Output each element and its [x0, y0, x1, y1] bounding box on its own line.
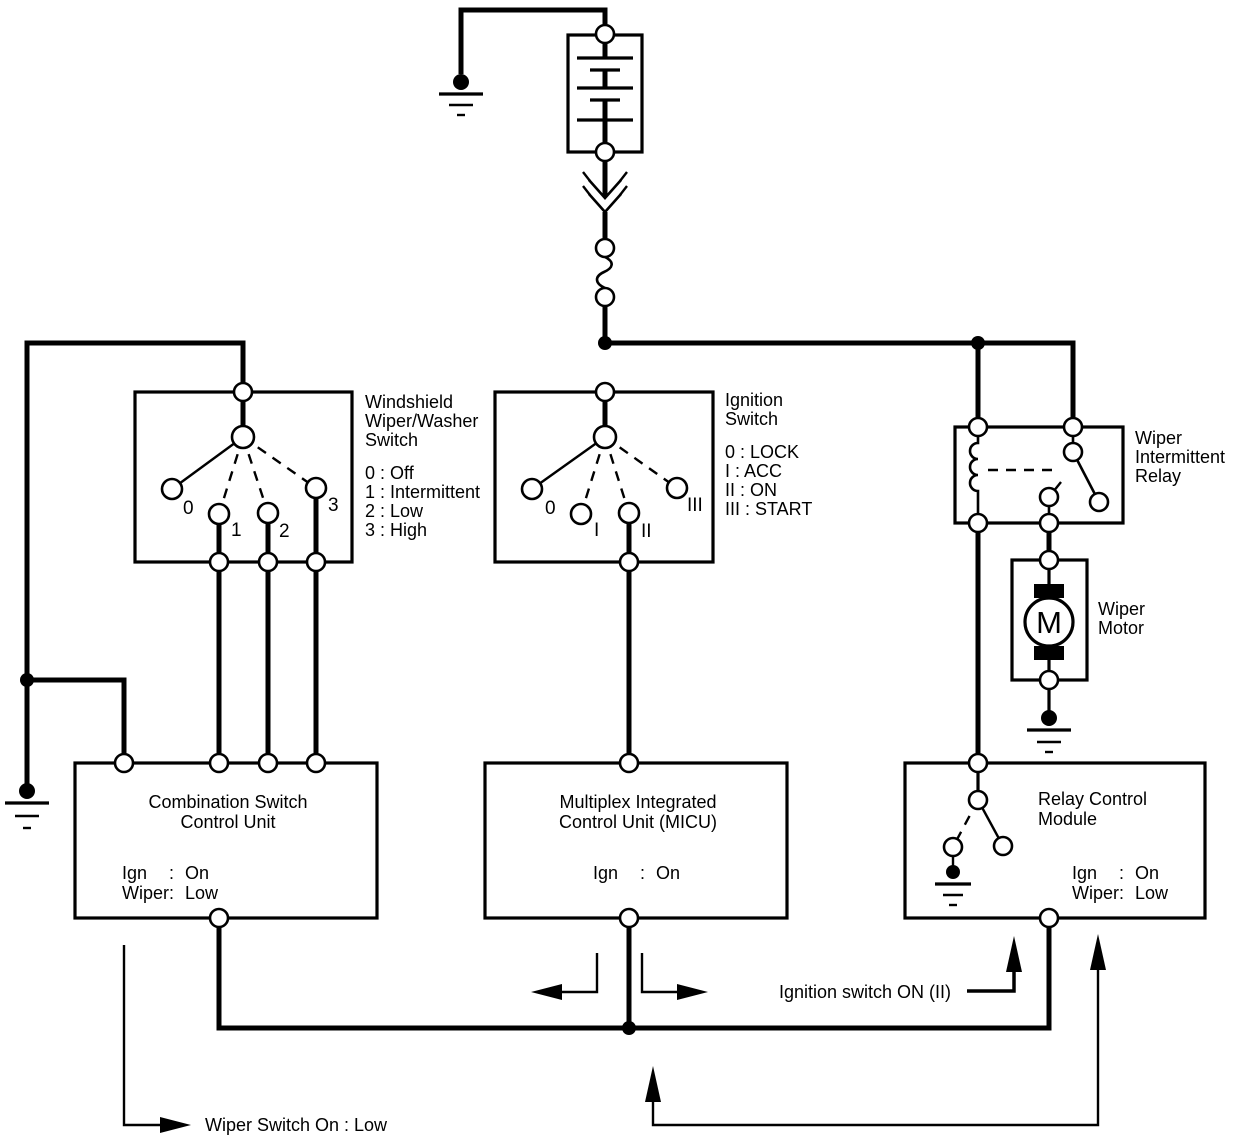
contact-label: 0 — [183, 498, 194, 519]
terminal — [234, 383, 252, 401]
contact-acc — [571, 504, 591, 524]
comm-arrows — [531, 953, 708, 1000]
status-label: Ign — [593, 863, 619, 883]
relay-switch-pivot — [1064, 443, 1082, 461]
unit-box — [75, 763, 377, 918]
legend-line: 0 : Off — [365, 463, 414, 483]
switch-arm — [532, 437, 605, 489]
switch-arm — [172, 437, 243, 489]
caption-line: Switch — [725, 409, 779, 429]
motor-brush — [1034, 584, 1064, 598]
annotation-label: Ignition switch ON (II) — [779, 982, 952, 1002]
wiper-intermittent-relay — [955, 418, 1123, 532]
motor-brush — [1034, 646, 1064, 660]
switch-pivot — [232, 426, 254, 448]
status-value: Low — [185, 883, 219, 903]
status-colon: : — [1119, 883, 1125, 903]
terminal — [596, 383, 614, 401]
arrow-up-icon — [1006, 936, 1022, 972]
caption-line: Wiper — [1135, 428, 1183, 448]
relay-open-contact — [1090, 493, 1108, 511]
micu-unit — [485, 754, 787, 927]
status-value: On — [656, 863, 681, 883]
contact-label: III — [687, 495, 703, 516]
contact-lock — [522, 479, 542, 499]
switch-arm-dashed — [605, 437, 677, 488]
contact-label: II — [641, 521, 652, 542]
status-colon: : — [169, 863, 175, 883]
bus-wire — [219, 927, 1049, 1028]
terminal — [620, 909, 638, 927]
contact-label: 0 — [545, 498, 556, 519]
ground-node — [1041, 710, 1057, 726]
contact-label: 1 — [231, 520, 242, 541]
status-label: Ign — [122, 863, 148, 883]
terminal — [620, 754, 638, 772]
contact-1 — [209, 504, 229, 524]
unit-title: Relay Control — [1038, 789, 1148, 809]
arrow-right-icon — [677, 984, 708, 1000]
unit-title: Module — [1038, 809, 1098, 829]
terminal — [210, 553, 228, 571]
status-value: Low — [1135, 883, 1169, 903]
bus-wire — [605, 343, 1073, 418]
relay-caption — [1135, 428, 1225, 486]
unit-title: Control Unit (MICU) — [558, 812, 718, 832]
junction-dot — [598, 336, 612, 350]
terminal — [1040, 551, 1058, 569]
motor-caption — [1098, 599, 1145, 638]
terminal — [1040, 514, 1058, 532]
module-switch-pivot — [969, 791, 987, 809]
fuse-squiggle — [597, 257, 612, 288]
terminal — [1064, 418, 1082, 436]
comm-arrow-left — [562, 953, 597, 992]
terminal — [969, 754, 987, 772]
relay-control-module — [905, 754, 1205, 927]
ignition-switch — [495, 383, 713, 571]
wiper-washer-switch — [135, 383, 352, 571]
wiper-on-annotation — [124, 945, 388, 1135]
module-ground-contact — [944, 838, 962, 856]
ground-icon — [935, 865, 971, 905]
legend-line: II : ON — [725, 480, 778, 500]
arrow-right-icon — [160, 1117, 191, 1133]
ground-node — [19, 783, 35, 799]
status-value: On — [185, 863, 210, 883]
terminal — [596, 239, 614, 257]
annotation-line — [967, 972, 1014, 991]
terminal — [210, 754, 228, 772]
caption-line: Ignition — [725, 390, 784, 410]
relay-fixed-contact — [1040, 488, 1058, 506]
terminal — [969, 514, 987, 532]
legend-line: 3 : High — [365, 520, 428, 540]
terminal — [596, 288, 614, 306]
terminal — [307, 553, 325, 571]
arrow-left-icon — [531, 984, 562, 1000]
terminal — [620, 553, 638, 571]
contact-label: 2 — [279, 521, 290, 542]
unit-title: Multiplex Integrated — [559, 792, 717, 812]
arrow-up-icon — [645, 1066, 661, 1102]
caption-line: Wiper — [1098, 599, 1146, 619]
contact-3 — [306, 478, 326, 498]
fuse-symbol — [596, 239, 614, 306]
terminal — [259, 754, 277, 772]
ignition-switch-caption — [725, 390, 812, 519]
caption-line: Relay — [1135, 466, 1182, 486]
status-label: Ign — [1072, 863, 1098, 883]
arrow-up-icon — [1090, 934, 1106, 970]
power-bus — [598, 336, 1073, 418]
legend-line: III : START — [725, 499, 813, 519]
coil-icon — [970, 436, 978, 514]
annotation-label: Wiper Switch On : Low — [205, 1115, 388, 1135]
unit-title: Combination Switch — [148, 792, 308, 812]
status-label: Wiper — [122, 883, 170, 903]
status-value: On — [1135, 863, 1160, 883]
ground-icon — [439, 74, 483, 115]
terminal — [1040, 671, 1058, 689]
caption-line: Wiper/Washer — [365, 411, 479, 431]
caption-line: Windshield — [365, 392, 454, 412]
bottom-bus — [219, 927, 1049, 1035]
switch-pivot — [594, 426, 616, 448]
comm-arrow-right — [642, 953, 677, 992]
terminal — [115, 754, 133, 772]
ground-icon — [5, 783, 49, 828]
caption-line: Intermittent — [1135, 447, 1226, 467]
terminal — [210, 909, 228, 927]
combination-switch-control-unit — [75, 754, 377, 927]
ground-node — [453, 74, 469, 90]
legend-line: I : ACC — [725, 461, 783, 481]
ground-branch-wire — [27, 680, 124, 754]
terminal — [596, 25, 614, 43]
contact-2 — [258, 503, 278, 523]
battery-symbol — [568, 25, 642, 161]
ground-node — [946, 865, 960, 879]
status-label: Wiper — [1072, 883, 1120, 903]
legend-line: 1 : Intermittent — [365, 482, 481, 502]
legend-line: 0 : LOCK — [725, 442, 800, 462]
junction-dot — [20, 673, 34, 687]
power-supply-section — [439, 10, 642, 343]
junction-dot — [622, 1021, 636, 1035]
legend-line: 2 : Low — [365, 501, 424, 521]
ground-icon — [1027, 710, 1071, 752]
wiper-switch-caption — [365, 392, 480, 540]
module-open-contact — [994, 837, 1012, 855]
unit-title: Control Unit — [180, 812, 276, 832]
caption-line: Motor — [1098, 618, 1145, 638]
status-colon: : — [169, 883, 175, 903]
terminal — [1040, 909, 1058, 927]
contact-0 — [162, 479, 182, 499]
annotation-line — [124, 945, 160, 1125]
wiper-motor — [1012, 551, 1087, 752]
unit-box — [485, 763, 787, 918]
caption-line: Switch — [365, 430, 419, 450]
contact-on — [619, 503, 639, 523]
contact-start — [667, 478, 687, 498]
terminal — [969, 418, 987, 436]
terminal — [259, 553, 277, 571]
contact-label: 3 — [328, 495, 339, 516]
terminal — [596, 143, 614, 161]
junction-dot — [971, 336, 985, 350]
status-colon: : — [640, 863, 646, 883]
ignition-on-annotation — [779, 936, 1022, 1002]
wire — [461, 10, 605, 74]
contact-label: I — [594, 520, 600, 541]
motor-letter: M — [1036, 605, 1062, 640]
switch-arm-dashed — [243, 437, 316, 488]
terminal — [307, 754, 325, 772]
status-colon: : — [1119, 863, 1125, 883]
